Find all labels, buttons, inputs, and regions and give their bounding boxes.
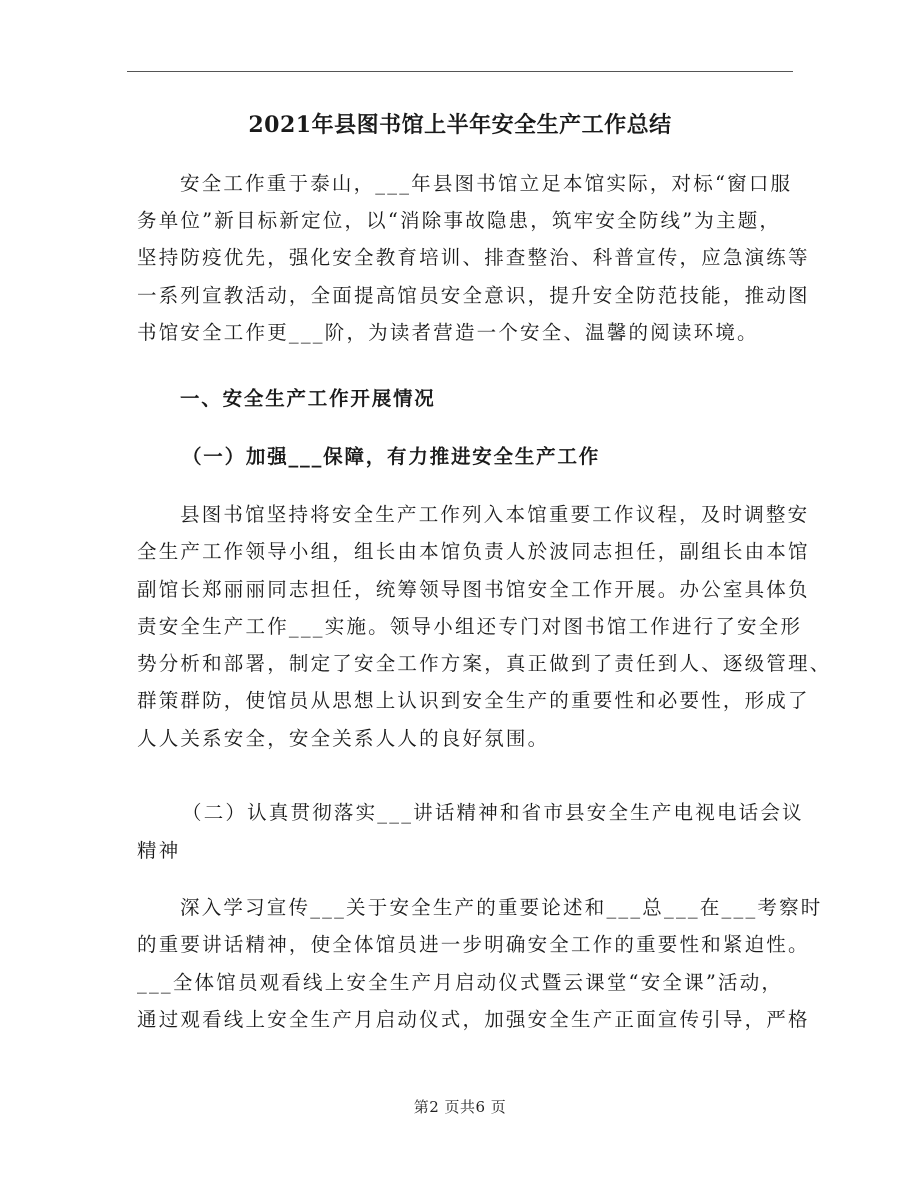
paragraph-line: 坚持防疫优先，强化安全教育培训、排查整治、科普宣传，应急演练等: [137, 246, 810, 269]
page-indicator: 第2 页共6 页: [413, 1098, 507, 1116]
section-heading: 一、安全生产工作开展情况: [180, 387, 436, 410]
subsection-heading: （二）认真贯彻落实___讲话精神和省市县安全生产电视电话会议: [182, 801, 804, 824]
paragraph-line: ___全体馆员观看线上安全生产月启动仪式暨云课堂“安全课”活动，: [137, 971, 784, 994]
paragraph-line: 深入学习宣传___关于安全生产的重要论述和___总___在___考察时: [180, 896, 823, 919]
paragraph-line: 通过观看线上安全生产月启动仪式，加强安全生产正面宣传引导，严格: [137, 1008, 810, 1031]
subsection-heading-continued: 精神: [137, 839, 181, 862]
paragraph-line: 势分析和部署，制定了安全工作方案，真正做到了责任到人、逐级管理、: [137, 652, 832, 675]
paragraph-line: 书馆安全工作更___阶，为读者营造一个安全、温馨的阅读环境。: [137, 321, 759, 344]
paragraph-line: 一系列宣教活动，全面提高馆员安全意识，提升安全防范技能，推动图: [137, 284, 810, 307]
paragraph-line: 务单位”新目标新定位，以“消除事故隐患，筑牢安全防线”为主题，: [137, 209, 782, 232]
document-title: 2021年县图书馆上半年安全生产工作总结: [248, 112, 672, 138]
paragraph-line: 群策群防，使馆员从思想上认识到安全生产的重要性和必要性，形成了: [137, 689, 810, 712]
subsection-heading: （一）加强___保障，有力推进安全生产工作: [182, 445, 601, 468]
paragraph-line: 安全工作重于泰山，___年县图书馆立足本馆实际，对标“窗口服: [180, 172, 793, 195]
paragraph-line: 的重要讲话精神，使全体馆员进一步明确安全工作的重要性和紧迫性。: [137, 933, 810, 956]
header-rule: [127, 71, 793, 72]
paragraph-line: 责安全生产工作___实施。领导小组还专门对图书馆工作进行了安全形: [137, 615, 803, 638]
paragraph-line: 县图书馆坚持将安全生产工作列入本馆重要工作议程，及时调整安: [180, 503, 810, 526]
paragraph-line: 人人关系安全，安全关系人人的良好氛围。: [137, 727, 550, 750]
paragraph-line: 副馆长郑丽丽同志担任，统筹领导图书馆安全工作开展。办公室具体负: [137, 578, 810, 601]
paragraph-line: 全生产工作领导小组，组长由本馆负责人於波同志担任，副组长由本馆: [137, 540, 810, 563]
